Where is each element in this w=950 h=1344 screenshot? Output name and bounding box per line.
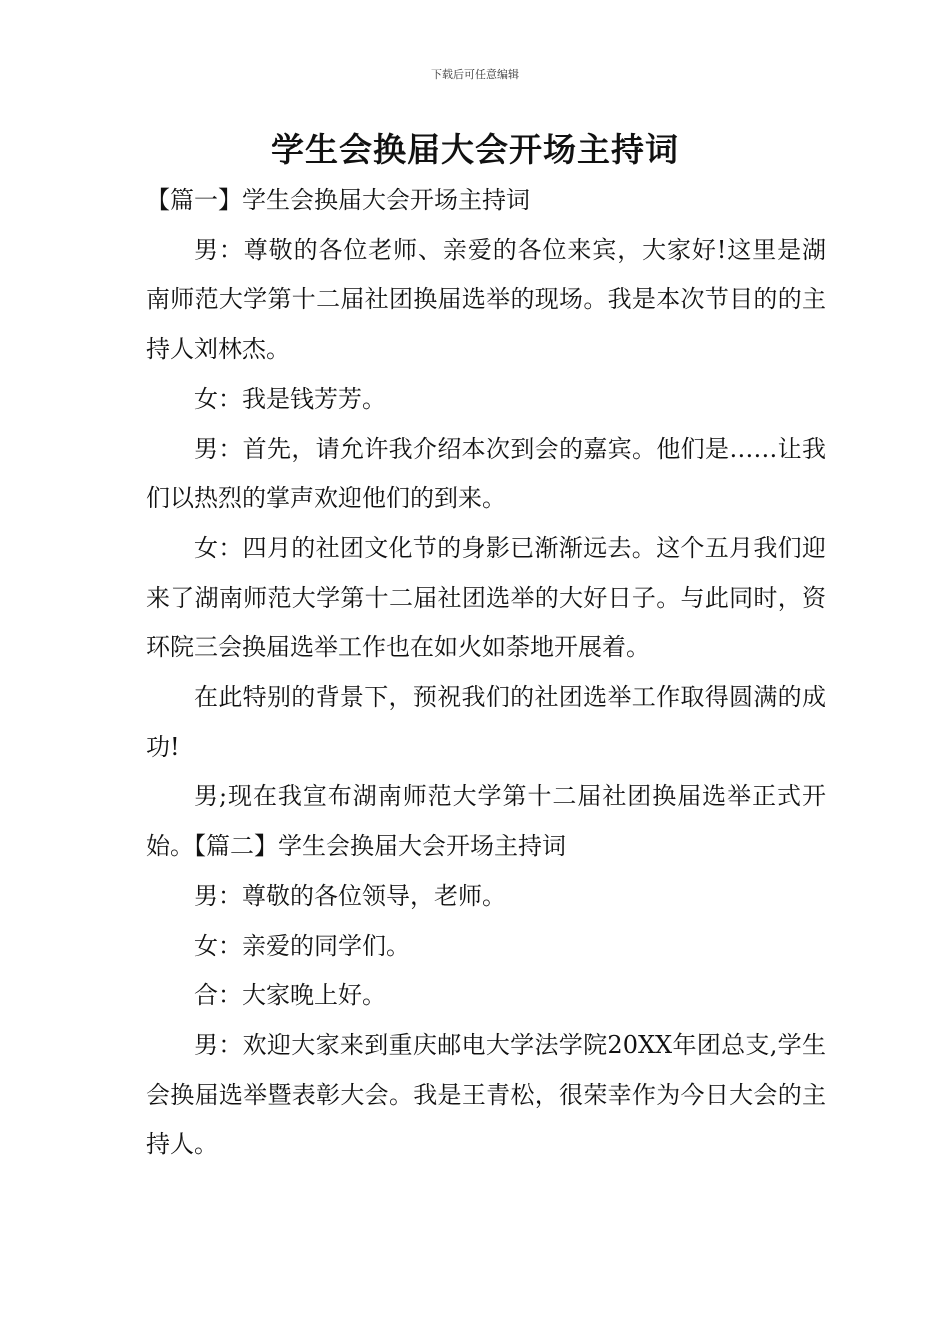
paragraph: 女：我是钱芳芳。 (194, 384, 386, 413)
paragraph: 女：亲爱的同学们。 (194, 931, 410, 960)
page-header-note: 下载后可任意编辑 (431, 68, 519, 81)
paragraph: 在此特别的背景下，预祝我们的社团选举工作取得圆满的成功! (146, 683, 826, 761)
paragraph: 男：首先，请允许我介绍本次到会的嘉宾。他们是……让我们以热烈的掌声欢迎他们的到来。 (146, 434, 826, 513)
paragraph: 男：尊敬的各位领导，老师。 (194, 881, 506, 910)
paragraph: 合：大家晚上好。 (194, 981, 386, 1010)
paragraph: 【篇一】学生会换届大会开场主持词 (146, 186, 530, 214)
paragraph: 男;现在我宣布湖南师范大学第十二届社团换届选举正式开始。【篇二】学生会换届大会开场主持词 (146, 782, 826, 861)
document-body (146, 176, 826, 1170)
document-title: 学生会换届大会开场主持词 (271, 130, 679, 169)
paragraph: 男：尊敬的各位老师、亲爱的各位来宾，大家好!这里是湖南师范大学第十二届社团换届选举的现场。我是本次节目的的主持人刘林杰。 (146, 235, 826, 364)
paragraph: 女：四月的社团文化节的身影已渐渐远去。这个五月我们迎来了湖南师范大学第十二届社团选举的大好日子。与此同时，资环院三会换届选举工作也在如火如荼地开展着。 (146, 533, 826, 662)
paragraph: 男：欢迎大家来到重庆邮电大学法学院20XX年团总支,学生会换届选举暨表彰大会。我是王青松，很荣幸作为今日大会的主持人。 (146, 1030, 826, 1159)
